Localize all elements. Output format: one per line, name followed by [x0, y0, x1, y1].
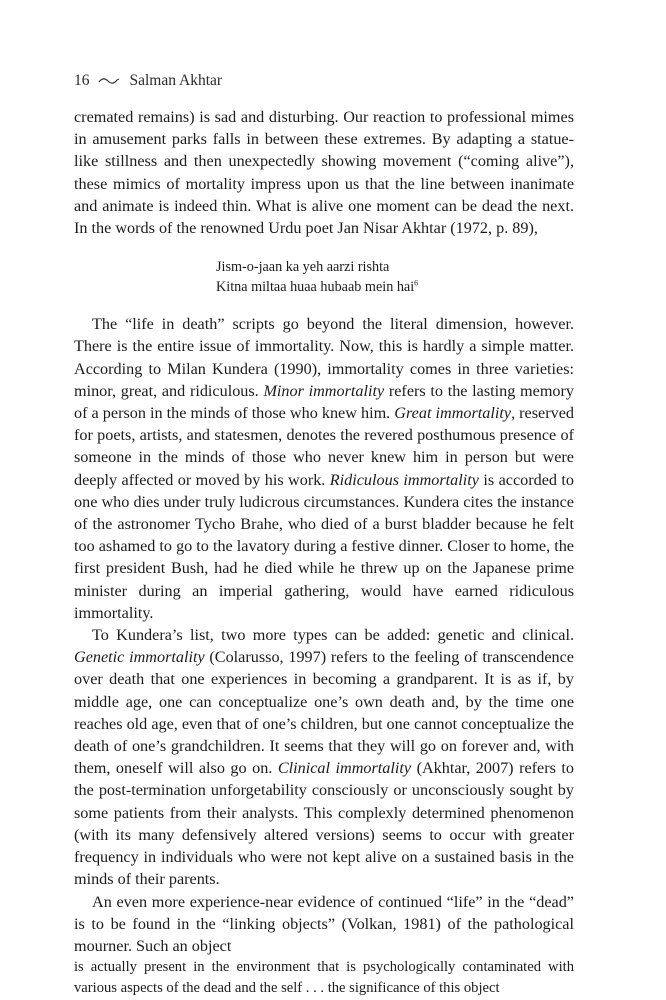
paragraph-text: To Kundera’s list, two more types can be added: genetic and clinical.: [92, 626, 574, 645]
verse-line-2-text: Kitna miltaa huaa hubaab mein hai: [216, 279, 415, 296]
urdu-verse: [216, 257, 574, 297]
paragraph-genetic-clinical: [74, 624, 574, 890]
term-genetic-immortality: Genetic immortality: [74, 648, 205, 667]
term-clinical-immortality: Clinical immortality: [277, 759, 412, 778]
running-head: [74, 70, 222, 92]
paragraph-text: refers to the lasting memory of a person in the minds of those who knew him.: [74, 381, 574, 423]
term-ridiculous-immortality: Ridiculous immortality: [329, 470, 479, 489]
running-head-author: Salman Akhtar: [129, 72, 223, 89]
paragraph-text: (Akhtar, 2007) refers to the post-termination unforgetability consciously or unconsciously sought by some patients from their analysts. This complexly determined phenomenon (with its many defensively altered versions) seems to occur with greater frequency in individuals who were not kept alive on a sustained basis in the minds of their parents.: [74, 759, 575, 889]
paragraph-immortality: [74, 313, 574, 624]
paragraph-linking-objects: An even more experience-near evidence of continued “life” in the “dead” is to be found in the “linking objects” (Volkan, 1981) of the pathological mourner. Such an object: [74, 892, 574, 955]
page-number: 16: [74, 72, 90, 89]
term-great-immortality: Great immortality: [394, 404, 512, 423]
paragraph-text: (Colarusso, 1997) refers to the feeling of transcendence over death that one experiences in becoming a grandparent. It is as if, by middle age, one can conceptualize one’s own death and, by the time one reaches old age, even that of one’s children, but one cannot conceptualize the death of one’s grandchildren. It seems that they will go on forever and, with them, oneself will also go on.: [74, 648, 574, 778]
footnote-marker: 6: [414, 278, 419, 288]
verse-line-1: Jism-o-jaan ka yeh aarzi rishta: [216, 259, 390, 276]
paragraph-continued: cremated remains) is sad and disturbing. Our reaction to professional mimes in amusement parks falls in between these extremes. By adapting a statue-like stillness and then unexpectedly showing movement (“coming alive”), these mimics of mortality impress upon us that the line between inanimate and animate is indeed thin. What is alive one moment can be dead the next. In the words of the renowned Urdu poet Jan Nisar Akhtar (1972, p. 89),: [74, 108, 574, 238]
verse-line-2: [216, 277, 574, 297]
paragraph-text: The “life in death” scripts go beyond the literal dimension, however. There is the entire issue of immortality. Now, this is hardly a simple matter. According to Milan Kundera (1990), immortality comes in three varieties: minor, great, and ridiculous.: [74, 315, 574, 400]
paragraph-text: , reserved for poets, artists, and statesmen, denotes the revered posthumous presence of someone in the minds of those who never knew him in person but were deeply affected or moved by his work.: [74, 404, 574, 489]
term-minor-immortality: Minor immortality: [263, 381, 385, 400]
paragraph-text: is accorded to one who dies under truly ludicrous circumstances. Kundera cites the instance of the astronomer Tycho Brahe, who died of a burst bladder because he felt too ashamed to go to the lavatory during a festive dinner. Closer to home, the first president Bush, had he died while he threw up on the Japanese prime minister during an imperial gathering, would have earned ridiculous immortality.: [74, 470, 574, 622]
block-quote: is actually present in the environment that is psychologically contaminated with various aspects of the dead and the self . . . the significance of this object: [74, 959, 574, 996]
body-text: [74, 106, 574, 998]
swash-ornament-icon: [98, 76, 120, 86]
